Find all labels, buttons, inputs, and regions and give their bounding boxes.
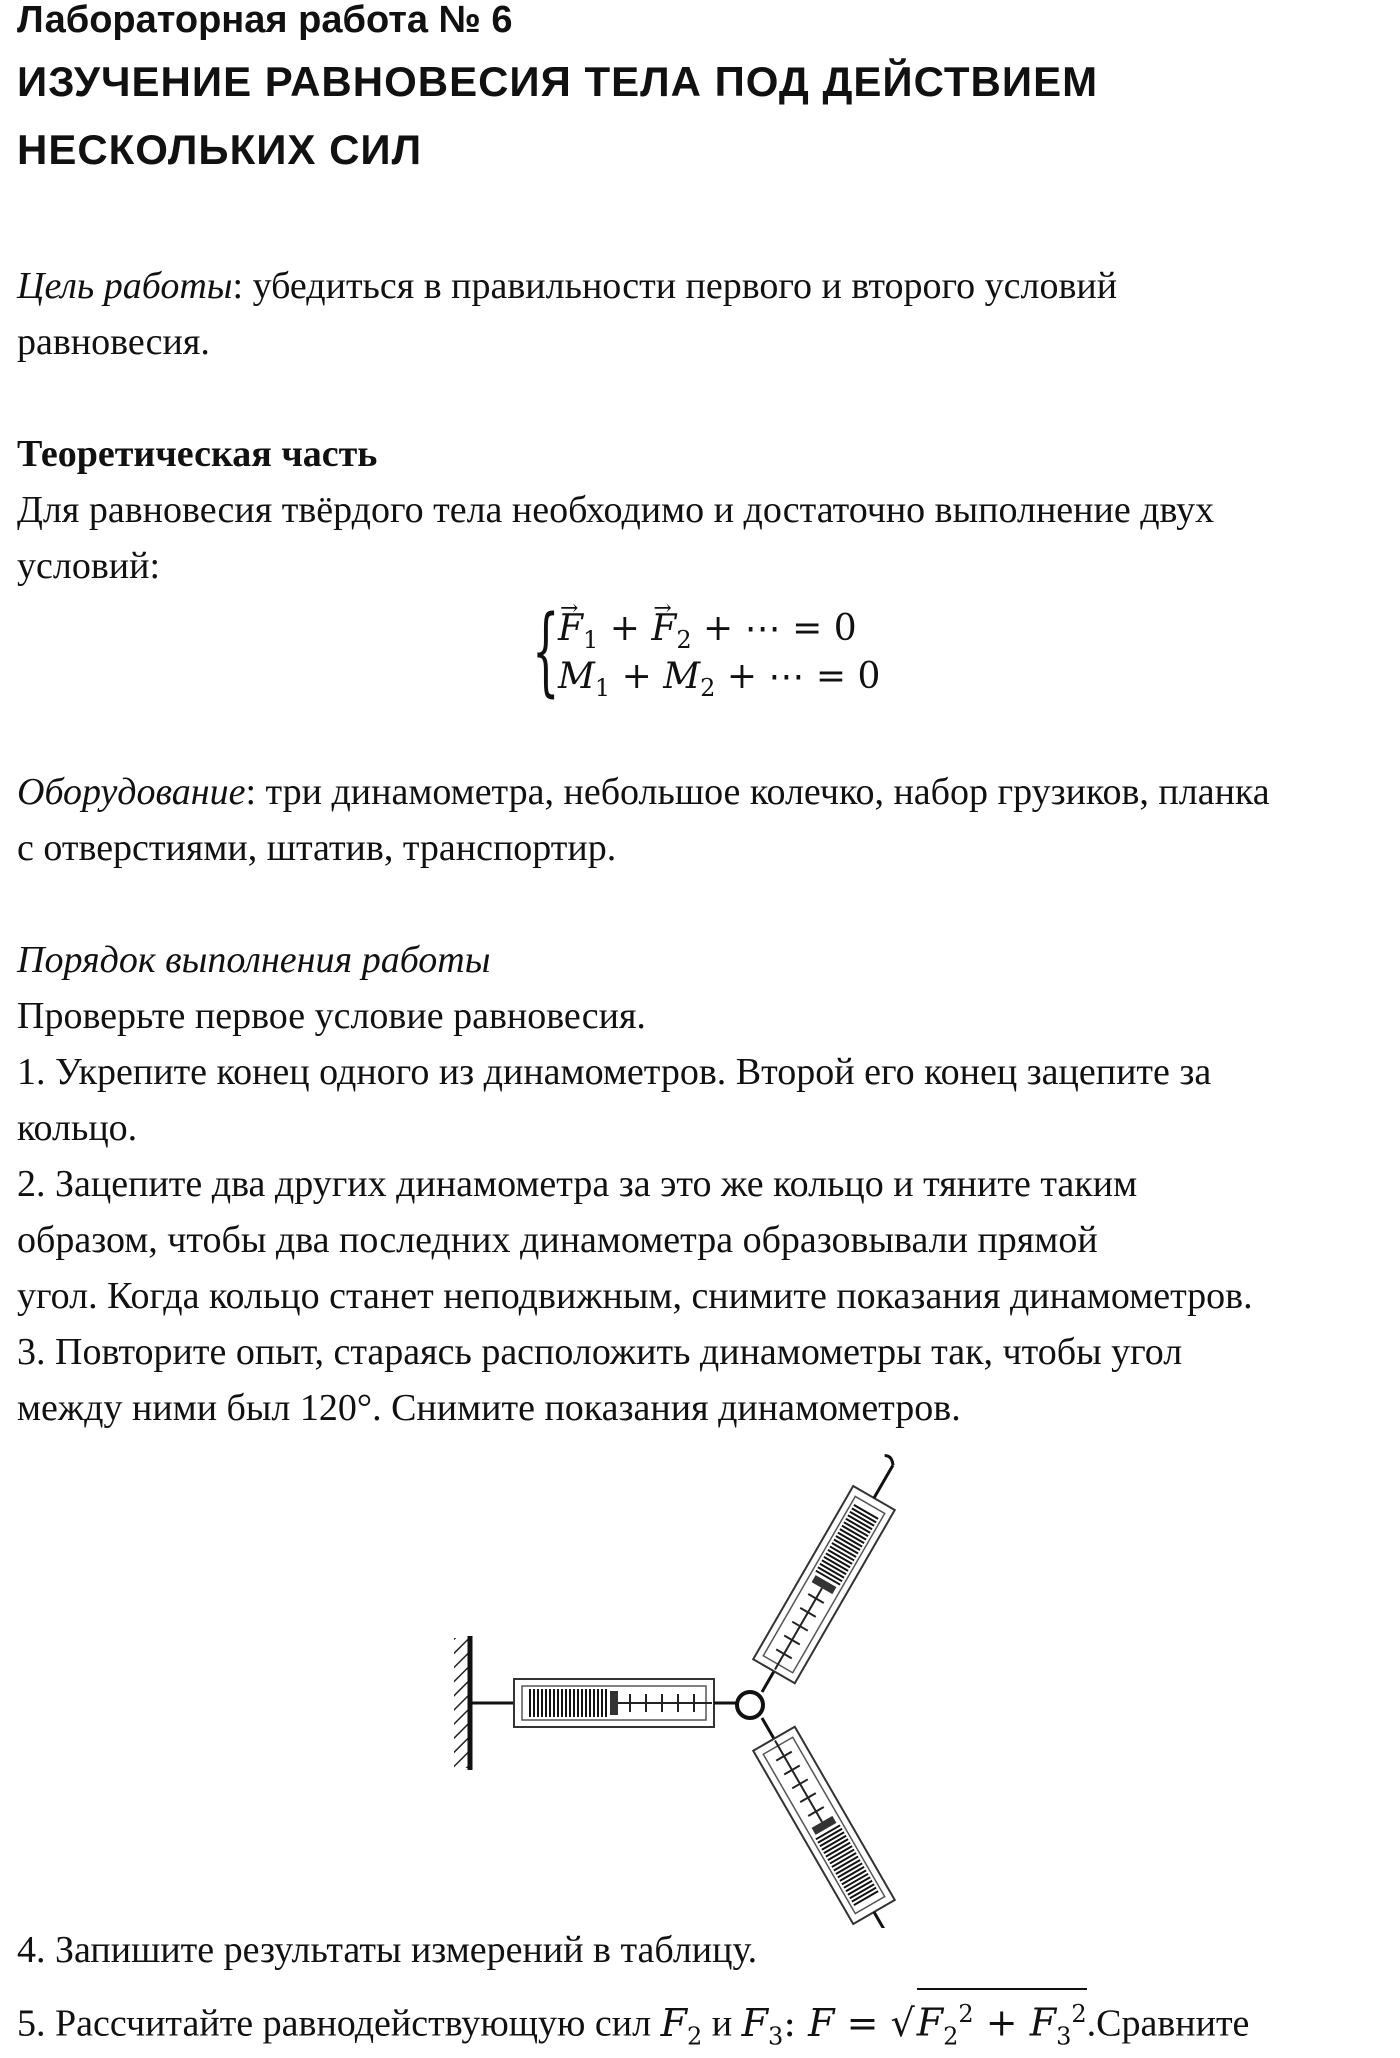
equilibrium-conditions-formula [532,595,881,707]
theory-text-line-1: Для равновесия твёрдого тела необходимо и достаточно выполнение двух [17,489,1215,531]
procedure-line: 3. Повторите опыт, стараясь расположить динамометры так, чтобы угол [17,1331,1183,1373]
goal-paragraph-line-2: равновесия. [17,321,210,363]
formula-line-1: → $F_1$ + → $F_2$ + ⋯ = 0 [558,607,857,662]
goal-text: : убедиться в правильности первого и второго условий [232,265,1118,307]
formula-brace: { [532,595,560,707]
heading-line-1: ИЗУЧЕНИЕ РАВНОВЕСИЯ ТЕЛА ПОД ДЕЙСТВИЕМ [17,58,1099,105]
equipment-label: Оборудование [17,771,246,813]
formula-line-2: $M_1 + M_2$ + ⋯ = 0 [558,656,881,703]
procedure-heading: Порядок выполнения работы [17,939,491,981]
upper-dynamometer [741,1448,916,1704]
lower-dynamometer [741,1706,916,1928]
procedure-line: 1. Укрепите конец одного из динамометров. Второй его конец зацепите за [17,1051,1212,1093]
equipment-text: : три динамометра, небольшое колечко, набор грузиков, планка [245,771,1270,813]
step-5-and: и [711,2002,733,2045]
ring [737,1692,763,1718]
procedure-line: кольцо. [17,1107,138,1149]
formula-f2: $F_2$ [660,2000,703,2051]
goal-label: Цель работы [17,265,233,307]
procedure-line: 2. Зацепите два других динамометра за это же кольцо и тяните таким [17,1163,1138,1205]
theory-heading: Теоретическая часть [17,433,378,475]
lab-title: Лабораторная работа № 6 [17,0,513,41]
equipment-line-1 [17,770,1270,814]
step-5 [17,1988,1249,2058]
procedure-line: образом, чтобы два последних динамометра образовывали прямой [17,1219,1098,1261]
dynamometers-figure [432,1448,972,1928]
heading-line-2: НЕСКОЛЬКИХ СИЛ [17,126,423,173]
resultant-formula: $F_3$: $F = √F_2^2 + F_3^2$ [742,2001,1087,2045]
procedure-line: угол. Когда кольцо станет неподвижным, снимите показания динамометров. [17,1275,1253,1317]
wall-hatching [454,1638,468,1768]
step-5-suffix: .Сравните [1086,2002,1250,2045]
left-dynamometer [514,1679,714,1727]
procedure-line: Проверьте первое условие равновесия. [17,995,646,1037]
step-5-prefix: 5. Рассчитайте равнодействующую сил [17,2002,652,2045]
theory-text-line-2: условий: [17,545,161,587]
equipment-line-2: с отверстиями, штатив, транспортир. [17,827,617,869]
step-4: 4. Запишите результаты измерений в таблицу. [17,1929,758,1971]
goal-paragraph-line-1 [17,264,1117,308]
procedure-line: между ними был 120°. Снимите показания динамометров. [17,1387,961,1429]
